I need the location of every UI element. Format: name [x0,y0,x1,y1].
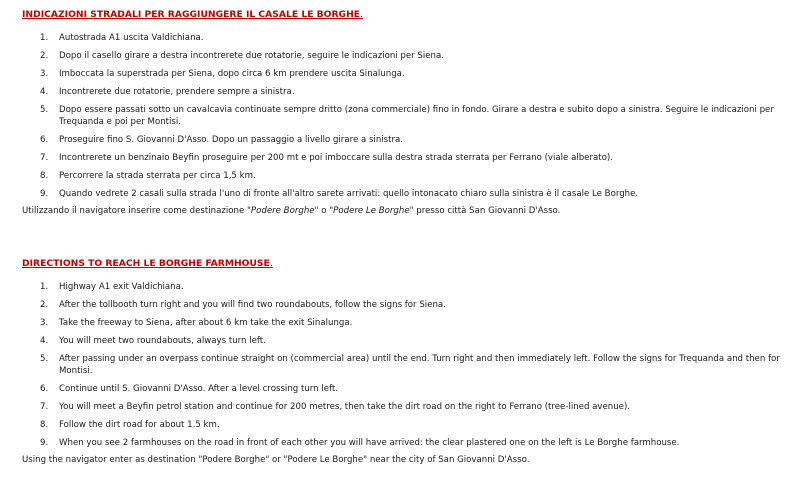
step-number: 8. [40,420,49,431]
step-number: 6. [40,384,49,395]
step-text: Take the freeway to Siena, after about 6 km take the exit Sinalunga. [59,318,353,328]
navigator-note-suffix: presso città San Giovanni D'Asso. [413,206,561,217]
step-number: 5. [40,105,49,115]
step-number: 3. [40,318,49,328]
step-text: Autostrada A1 uscita Valdichiana. [59,33,204,43]
list-item [22,437,792,449]
step-text: Incontrerete due rotatorie, prendere sempre a sinistra. [59,87,295,97]
step-text: After the tollbooth turn right and you will find two roundabouts, follow the signs for Siena. [59,300,446,310]
step-number: 9. [40,189,49,200]
list-item [22,86,792,98]
step-number: 1. [40,282,49,292]
list-item [22,299,792,311]
step-number: 7. [40,153,49,164]
italian-steps-list [22,32,792,201]
list-item [22,152,792,164]
list-item [22,68,792,80]
english-heading [22,258,792,270]
english-heading-period: . [269,258,273,269]
italian-heading-period: . [360,9,363,20]
italian-navigator-note [22,205,792,217]
destination-podere-le-borghe: "Podere Le Borghe" [329,206,414,217]
step-number: 2. [40,300,49,310]
english-steps-list [22,281,792,450]
step-text: After passing under an overpass continue straight on (commercial area) until the end. Turn right and then immediately left. Follow the signs for Trequanda and then for Montisi. [59,354,780,377]
step-text: You will meet two roundabouts, always turn left. [59,336,266,346]
step-text: You will meet a Beyfin petrol station and continue for 200 metres, then take the dirt road on the right to Ferrano (tree-lined avenue). [59,402,631,413]
step-text: Follow the dirt road for about 1.5 km. [59,420,220,431]
list-item [22,50,792,62]
english-directions-section [22,258,792,467]
step-text: Incontrerete un benzinaio Beyfin proseguire per 200 mt e poi imboccare sulla destra strada sterrata per Ferrano (viale alberato). [59,153,613,164]
list-item [22,419,792,431]
step-text: Quando vedrete 2 casali sulla strada l'uno di fronte all'altro sarete arrivati: quello intonacato chiaro sulla sinistra è il casale Le Borghe. [59,189,639,200]
step-text: When you see 2 farmhouses on the road in front of each other you will have arrived: the clear plastered one on the left is Le Borghe farmhouse. [59,438,680,449]
list-item [22,32,792,44]
step-text: Percorrere la strada sterrata per circa 1,5 km. [59,171,256,182]
step-number: 2. [40,51,49,61]
italian-heading [22,9,792,21]
navigator-note-prefix: Utilizzando il navigatore inserire come destinazione [22,206,247,217]
step-number: 6. [40,135,49,146]
italian-heading-text: INDICAZIONI STRADALI PER RAGGIUNGERE IL CASALE LE BORGHE [22,9,361,20]
step-text: Dopo essere passati sotto un cavalcavia continuate sempre dritto (zona commerciale) fino in fondo. Girare a destra e subito dopo a sinistra. Seguire le indicazioni per Trequanda e poi per Montisi. [59,105,774,128]
list-item [22,335,792,347]
list-item [22,134,792,146]
italian-directions-section [22,9,792,218]
list-item [22,104,792,129]
step-number: 9. [40,438,49,449]
step-number: 3. [40,69,49,79]
list-item [22,281,792,293]
list-item [22,353,792,378]
step-text: Highway A1 exit Valdichiana. [59,282,184,292]
list-item [22,170,792,182]
step-text: Continue until S. Giovanni D'Asso. After a level crossing turn left. [59,384,338,395]
list-item [22,188,792,200]
step-text: Imboccata la superstrada per Siena, dopo circa 6 km prendere uscita Sinalunga. [59,69,405,79]
list-item [22,383,792,395]
step-text: Proseguire fino S. Giovanni D'Asso. Dopo un passaggio a livello girare a sinistra. [59,135,404,146]
navigator-note-conjunction: o [318,206,330,217]
list-item [22,401,792,413]
step-number: 4. [40,87,49,97]
step-text: Dopo il casello girare a destra incontrerete due rotatorie, seguire le indicazioni per Siena. [59,51,445,61]
list-item [22,317,792,329]
step-number: 5. [40,354,49,364]
destination-podere-borghe: "Podere Borghe" [246,206,319,217]
step-number: 4. [40,336,49,346]
step-number: 1. [40,33,49,43]
step-number: 8. [40,171,49,182]
step-number: 7. [40,402,49,413]
english-heading-text: DIRECTIONS TO REACH LE BORGHE FARMHOUSE [22,258,270,269]
english-navigator-note: Using the navigator enter as destination "Podere Borghe" or "Podere Le Borghe" near the city of San Giovanni D'Asso. [22,455,530,466]
